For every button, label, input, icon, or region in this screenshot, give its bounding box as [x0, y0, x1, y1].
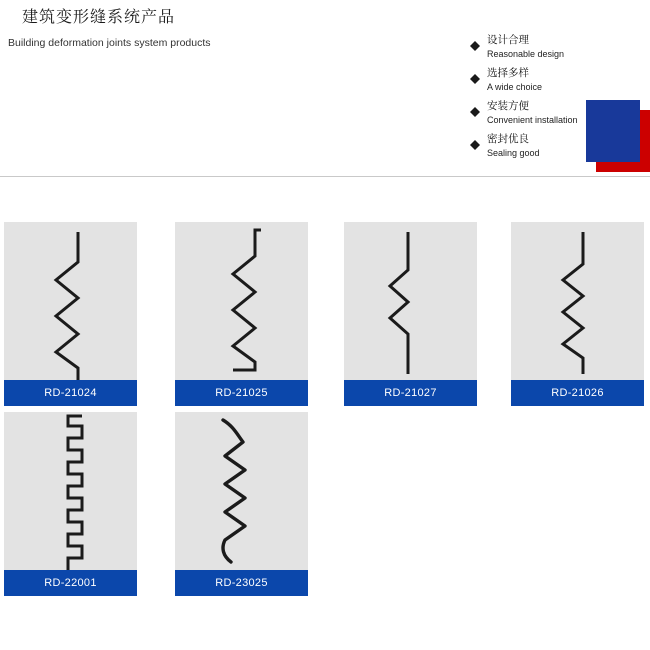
page-title-chinese: 建筑变形缝系统产品 — [22, 9, 176, 26]
joint-profile-zigzag-short-icon — [344, 222, 477, 380]
diamond-bullet-icon — [470, 135, 480, 145]
product-card[interactable] — [175, 412, 308, 596]
diamond-bullet-icon — [470, 102, 480, 112]
header-divider — [0, 176, 650, 177]
joint-profile-square-wave-icon — [4, 412, 137, 570]
joint-profile-zigzag-tall-icon — [4, 222, 137, 380]
product-code: RD-23025 — [175, 570, 308, 596]
joint-profile-zigzag-curved-icon — [175, 412, 308, 570]
feature-item — [470, 66, 645, 94]
product-image — [511, 222, 644, 380]
product-code: RD-22001 — [4, 570, 137, 596]
product-card[interactable] — [4, 412, 137, 596]
feature-label-chinese: 设计合理 — [487, 34, 529, 46]
product-code: RD-21025 — [175, 380, 308, 406]
product-card[interactable] — [4, 222, 137, 406]
product-card[interactable] — [511, 222, 644, 406]
product-code: RD-21027 — [344, 380, 477, 406]
product-image — [4, 222, 137, 380]
product-image — [4, 412, 137, 570]
feature-label-chinese: 选择多样 — [487, 67, 529, 79]
product-image — [175, 222, 308, 380]
diamond-bullet-icon — [470, 36, 480, 46]
joint-profile-zigzag-offset-left-icon — [175, 222, 308, 380]
feature-label-chinese: 安装方便 — [487, 100, 529, 112]
product-image — [344, 222, 477, 380]
product-image — [175, 412, 308, 570]
product-code: RD-21026 — [511, 380, 644, 406]
page-title-english: Building deformation joints system products — [8, 37, 211, 49]
feature-item — [470, 33, 645, 61]
product-row — [0, 412, 650, 602]
feature-label-chinese: 密封优良 — [487, 133, 529, 145]
decorative-blue-block — [586, 100, 640, 162]
product-code: RD-21024 — [4, 380, 137, 406]
feature-label-english: A wide choice — [487, 82, 543, 92]
product-row — [0, 222, 650, 412]
diamond-bullet-icon — [470, 69, 480, 79]
joint-profile-zigzag-medium-icon — [511, 222, 644, 380]
feature-label-english: Reasonable design — [487, 49, 565, 59]
feature-label-english: Convenient installation — [487, 115, 578, 125]
product-grid — [0, 222, 650, 602]
feature-label-english: Sealing good — [487, 148, 540, 158]
product-card[interactable] — [344, 222, 477, 406]
product-card[interactable] — [175, 222, 308, 406]
